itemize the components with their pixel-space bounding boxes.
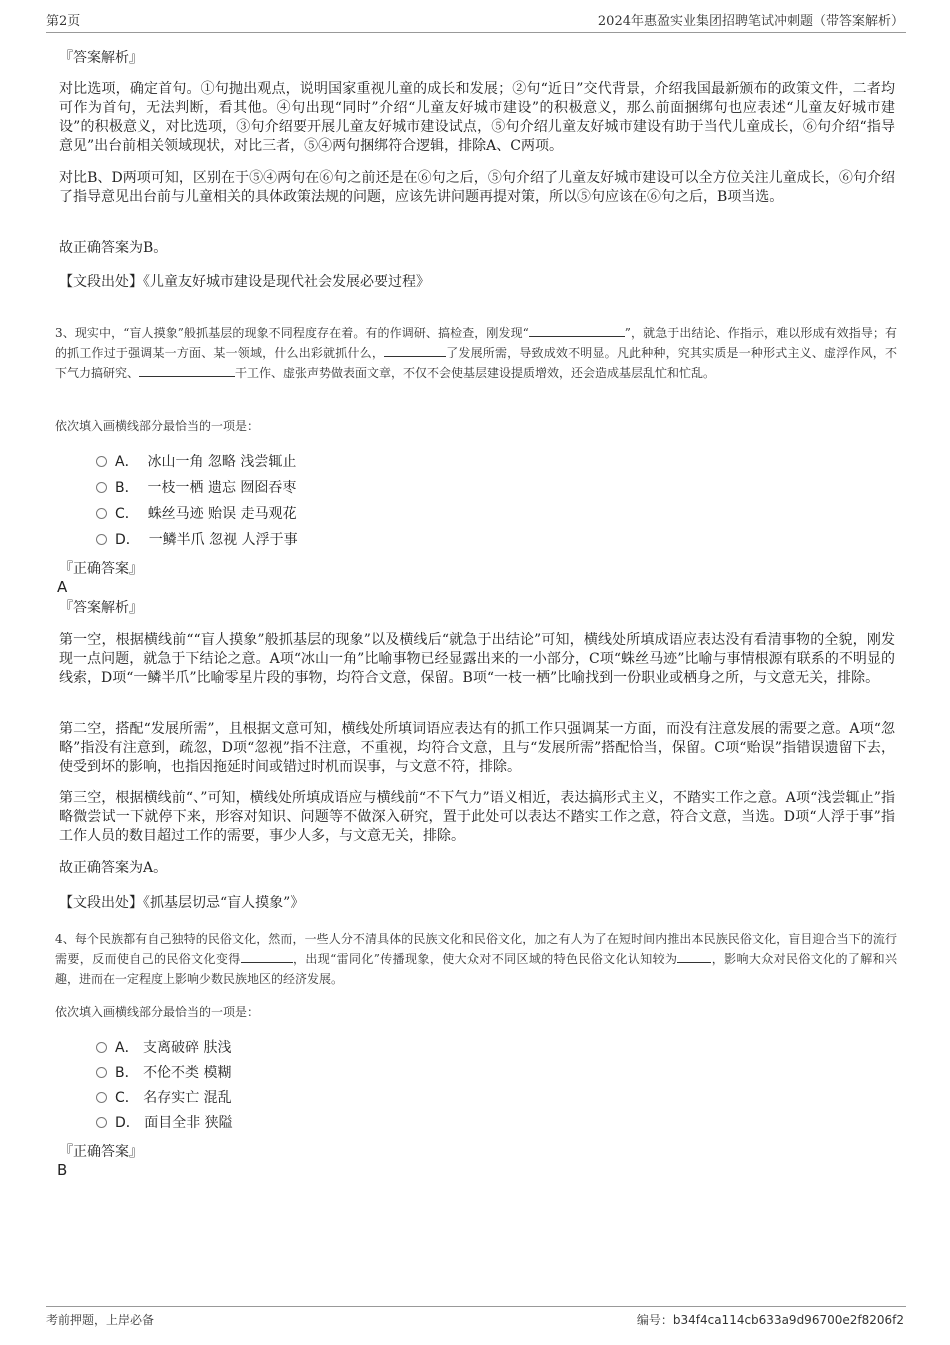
q3-correct-answer: A xyxy=(57,578,68,596)
q3-analysis-para1: 第一空，根据横线前““盲人摸象”般抓基层的现象”以及横线后“就急于出结论”可知，横线处所填成语应表达没有看清事物的全貌，刚发现一点问题，就急于下结论之意。A项“冰山一角”比喻事物已经显露出来的一小部分，C项“蛛丝马迹”比喻与事情根源有联系的不明显的线索，D项“一鳞半爪”比喻零星片段的事物，均符合文意，保留。B项“一枝一栖”比喻找到一份职业或栖身之所，与文意无关，排除。 xyxy=(59,632,895,686)
q2-analysis-para1: 对比选项，确定首句。①句抛出观点，说明国家重视儿童的成长和发展；②句“近日”交代背景，介绍我国最新颁布的政策文件，二者均可作为首句，无法判断，看其他。④句出现“同时”介绍“儿童友好城市建设”的积极意义，那么前面捆绑句也应表述“儿童友好城市建设”的积极意义，对比选项，③句介绍要开展儿童友好城市建设试点，⑤句介绍儿童友好城市建设有助于当代儿童成长，⑥句介绍“指导意见”出台前相关领域现状，对比三者，⑤④两句捆绑符合逻辑，排除A、C两项。 xyxy=(59,81,895,154)
q4-stem xyxy=(55,929,897,989)
q3-option-d[interactable]: D． 一鳞半爪 忽视 人浮于事 xyxy=(96,530,298,552)
q4-correct-answer: B xyxy=(57,1161,68,1179)
radio-icon[interactable] xyxy=(96,482,107,493)
q3-analysis-para3: 第三空，根据横线前“、”可知，横线处所填成语应与横线前“不下气力”语义相近，表达搞形式主义，不踏实工作之意。A项“浅尝辄止”指略微尝试一下就停下来，形容对知识、问题等不做深入研究，置于此处可以表达不踏实工作之意，符合文意，当选。D项“人浮于事”指工作人员的数目超过工作的需要，事少人多，与文意无关，排除。 xyxy=(59,790,895,844)
q4-option-b[interactable]: B． 不伦不类 模糊 xyxy=(96,1063,232,1085)
q4-stem-part-a: 4、每个民族都有自己独特的民俗文化，然而，一些人分不清具体的民族文化和民俗文化，加之有人为了在短时间内推出本民族民俗文化，盲目迎合当下的流行需要，反而使自己的民俗文化变得 xyxy=(55,932,897,966)
q3-stem-part-c: 了发展所需，导致成效不明显。凡此种种，究其实质是一种形式主义、虚浮作风，不下气力搞研究、 xyxy=(55,346,897,380)
q3-blank-1 xyxy=(529,324,625,337)
q4-correct-tag: 『正确答案』 xyxy=(59,1144,143,1160)
radio-icon[interactable] xyxy=(96,1042,107,1053)
q3-blank-2 xyxy=(384,344,446,357)
q3-conclusion: 故正确答案为A。 xyxy=(59,860,168,876)
page-number: 第2页 xyxy=(46,14,81,29)
q4-option-a[interactable]: A． 支离破碎 肤浅 xyxy=(96,1038,231,1060)
q3-stem-part-b: ”，就急于出结论、作指示，难以形成有效指导；有的抓工作过于强调某一方面、某一领域，什么出彩就抓什么， xyxy=(55,326,897,360)
q4-option-d[interactable]: D． 面目全非 狭隘 xyxy=(96,1113,233,1135)
q3-prompt: 依次填入画横线部分最恰当的一项是： xyxy=(55,419,260,433)
q3-stem-part-d: 干工作、虚张声势做表面文章，不仅不会使基层建设提质增效，还会造成基层乱忙和忙乱。 xyxy=(235,366,716,380)
q3-correct-tag: 『正确答案』 xyxy=(59,561,143,577)
q4-stem-part-c: ，影响大众对民俗文化的了解和兴趣，进而在一定程度上影响少数民族地区的经济发展。 xyxy=(55,952,897,986)
q4-stem-part-b: ，出现“雷同化”传播现象，使大众对不同区域的特色民俗文化认知较为 xyxy=(292,952,678,966)
radio-icon[interactable] xyxy=(96,508,107,519)
radio-icon[interactable] xyxy=(96,1067,107,1078)
radio-icon[interactable] xyxy=(96,456,107,467)
radio-icon[interactable] xyxy=(96,534,107,545)
page-footer xyxy=(46,1306,906,1327)
q3-analysis-tag: 『答案解析』 xyxy=(59,600,143,616)
q2-source: 【文段出处】《儿童友好城市建设是现代社会发展必要过程》 xyxy=(59,274,430,290)
q4-blank-2 xyxy=(677,950,711,963)
q4-blank-1 xyxy=(241,950,293,963)
q3-source: 【文段出处】《抓基层切忌“盲人摸象”》 xyxy=(59,895,305,911)
footer-code xyxy=(637,1313,904,1327)
q4-option-c[interactable]: C． 名存实亡 混乱 xyxy=(96,1088,232,1110)
footer-code-value: b34f4ca114cb633a9d96700e2f8206f2 xyxy=(672,1313,904,1327)
q3-stem-part-a: 3、现实中，“盲人摸象”般抓基层的现象不同程度存在着。有的作调研、搞检查，刚发现“ xyxy=(55,326,529,340)
q4-prompt: 依次填入画横线部分最恰当的一项是： xyxy=(55,1005,260,1019)
footer-code-label: 编号： xyxy=(636,1313,673,1327)
q3-analysis-para2: 第二空，搭配“发展所需”，且根据文意可知，横线处所填词语应表达有的抓工作只强调某一方面，而没有注意发展的需要之意。A项“忽略”指没有注意到，疏忽，D项“忽视”指不注意，不重视，均符合文意，且与“发展所需”搭配恰当，保留。C项“贻误”指错误遗留下去，使受到坏的影响，也指因拖延时间或错过时机而误事，与文意不符，排除。 xyxy=(59,721,895,775)
footer-slogan: 考前押题，上岸必备 xyxy=(46,1313,155,1327)
radio-icon[interactable] xyxy=(96,1092,107,1103)
q3-stem xyxy=(55,323,897,383)
radio-icon[interactable] xyxy=(96,1117,107,1128)
q3-blank-3 xyxy=(139,364,235,377)
q2-analysis-tag: 『答案解析』 xyxy=(59,50,143,66)
q3-option-a[interactable]: A． 冰山一角 忽略 浅尝辄止 xyxy=(96,452,296,474)
document-title: 2024年惠盈实业集团招聘笔试冲刺题（带答案解析） xyxy=(597,14,904,29)
q2-analysis-para2: 对比B、D两项可知，区别在于⑤④两句在⑥句之前还是在⑥句之后，⑤句介绍了儿童友好城市建设可以全方位关注儿童成长，⑥句介绍了指导意见出台前与儿童相关的具体政策法规的问题，应该先讲问题再提对策，所以⑤句应该在⑥句之后，B项当选。 xyxy=(59,170,895,205)
q3-option-c[interactable]: C． 蛛丝马迹 贻误 走马观花 xyxy=(96,504,297,526)
q2-conclusion: 故正确答案为B。 xyxy=(59,240,168,256)
page-header xyxy=(46,14,906,33)
q3-option-b[interactable]: B． 一枝一栖 遗忘 囫囵吞枣 xyxy=(96,478,296,500)
